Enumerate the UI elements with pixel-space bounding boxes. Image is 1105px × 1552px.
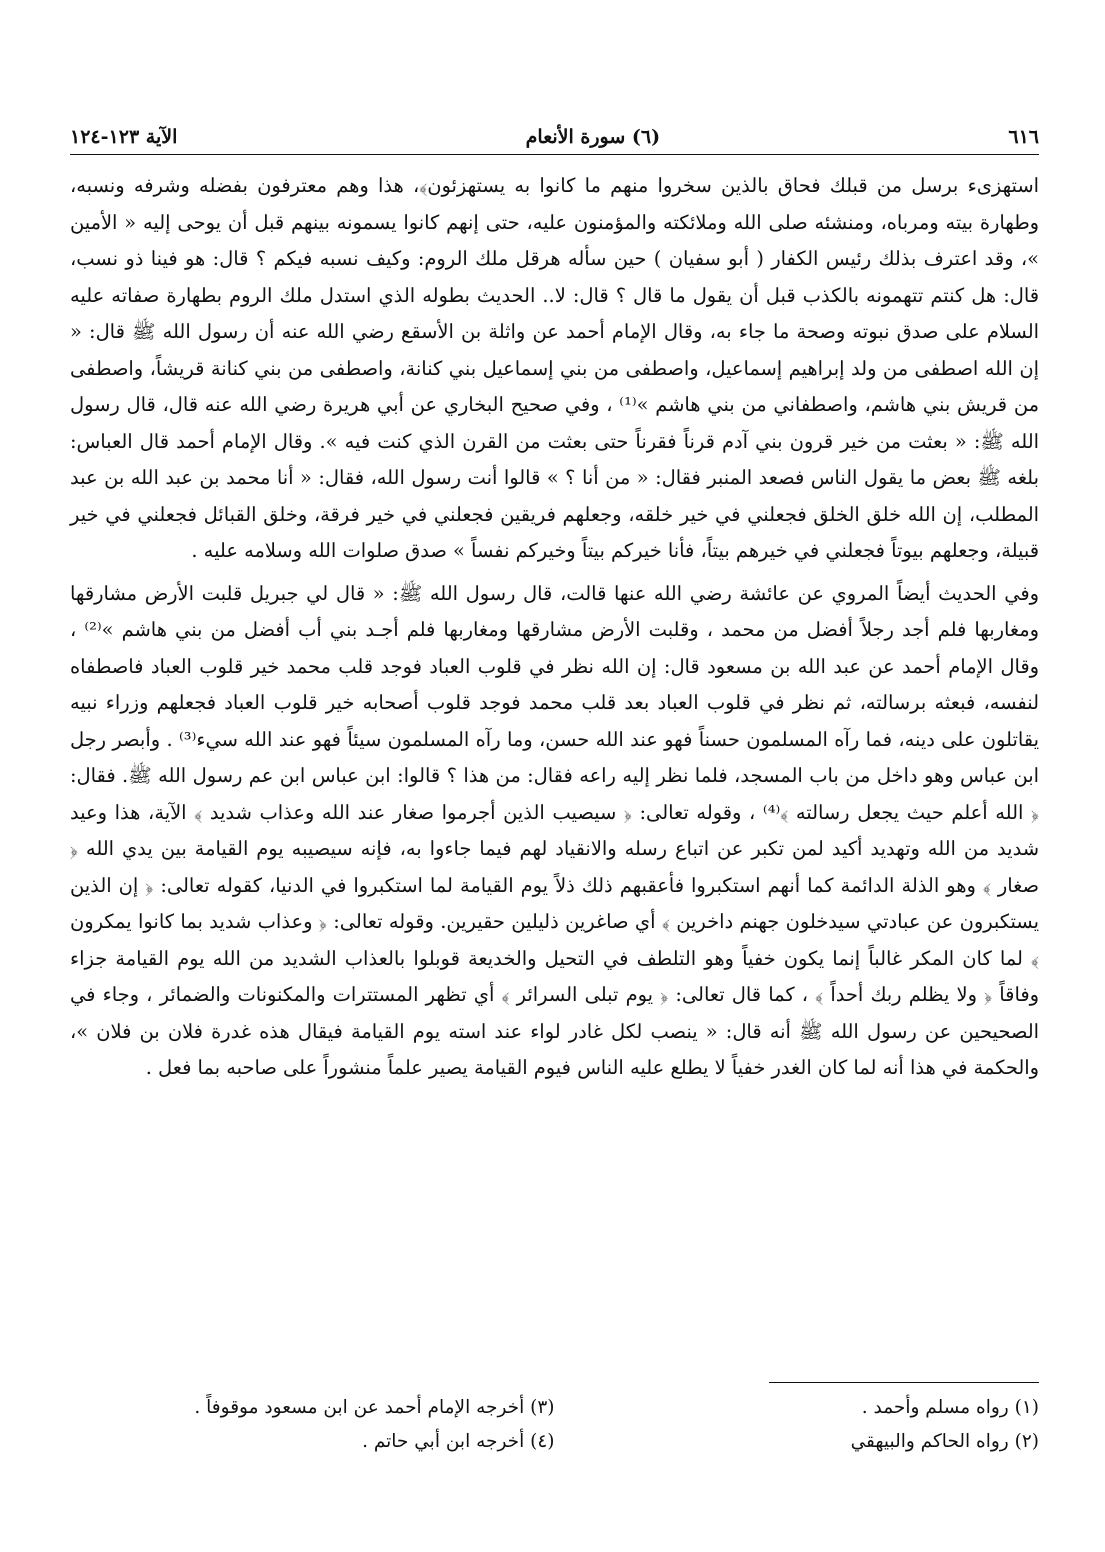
footnote-4: (٤) أخرجه ابن أبي حاتم . (362, 1431, 555, 1452)
footnote-1: (١) رواه مسلم وأحمد . (861, 1397, 1039, 1418)
header-rule (70, 154, 1039, 155)
page-number: ٦١٦ (1008, 126, 1039, 148)
surah-title: (٦) سورة الأنعام (525, 126, 661, 148)
footnote-3: (٣) أخرجه الإمام أحمد عن ابن مسعود موقوفاً . (194, 1397, 555, 1418)
running-header (70, 120, 1039, 154)
main-text (70, 168, 1039, 1087)
ayah-range: الآية ١٢٣-١٢٤ (70, 126, 178, 148)
paragraph: استهزىء برسل من قبلك فحاق بالذين سخروا منهم ما كانوا به يستهزئون﴾، هذا وهم معترفون بفضله وشرفه ونسبه، وطهارة بيته ومرباه، ومنشئه صلى الله وملائكته والمؤمنون عليه، حتى إنهم كانوا يسمونه بينهم قبل أن يوحى إليه « الأمين »، وقد اعترف بذلك رئيس الكفار ( أبو سفيان ) حين سأله هرقل ملك الروم: وكيف نسبه فيكم ؟ قال: هو فينا ذو نسب، قال: هل كنتم تتهمونه بالكذب قبل أن يقول ما قال ؟ قال: لا.. الحديث بطوله الذي استدل ملك الروم بطهارة صفاته عليه السلام على صدق نبوته وصحة ما جاء به، وقال الإمام أحمد عن واثلة بن الأسقع رضي الله عنه أن رسول الله ﷺ قال: « إن الله اصطفى من ولد إبراهيم إسماعيل، واصطفى من بني إسماعيل بني كنانة، واصطفى من بني كنانة قريشاً، واصطفى من قريش بني هاشم، واصطفاني من بني هاشم »⁽¹⁾ ، وفي صحيح البخاري عن أبي هريرة رضي الله عنه قال، قال رسول الله ﷺ: « بعثت من خير قرون بني آدم قرناً فقرناً حتى بعثت من القرن الذي كنت فيه ». وقال الإمام أحمد قال العباس: بلغه ﷺ بعض ما يقول الناس فصعد المنبر فقال: « من أنا ؟ » قالوا أنت رسول الله، فقال: « أنا محمد بن عبد الله بن عبد المطلب، إن الله خلق الخلق فجعلني في خير خلقه، وجعلهم فريقين فجعلني في خير فرقة، وخلق القبائل فجعلني في خير قبيلة، وجعلهم بيوتاً فجعلني في خيرهم بيتاً، فأنا خيركم بيتاً وخيركم نفساً » صدق صلوات الله وسلامه عليه . (70, 174, 1039, 562)
footnote-2: (٢) رواه الحاكم والبيهقي (850, 1431, 1039, 1452)
footnotes (70, 1392, 1039, 1458)
footnote-rule (769, 1382, 1039, 1383)
paragraph: وفي الحديث أيضاً المروي عن عائشة رضي الله عنها قالت، قال رسول الله ﷺ: « قال لي جبريل قلبت الأرض مشارقها ومغاربها فلم أجد رجلاً أفضل من محمد ، وقلبت الأرض مشارقها ومغاربها فلم أجـد بني أب أفضل من بني هاشم »⁽²⁾ ، وقال الإمام أحمد عن عبد الله بن مسعود قال: إن الله نظر في قلوب العباد فوجد قلب محمد خير قلوب العباد فاصطفاه لنفسه، فبعثه برسالته، ثم نظر في قلوب العباد بعد قلب محمد فوجد قلوب أصحابه خير قلوب العباد فجعلهم وزراء نبيه يقاتلون على دينه، فما رآه المسلمون حسناً فهو عند الله حسن، وما رآه المسلمون سيئاً فهو عند الله سيء⁽³⁾ . وأبصر رجل ابن عباس وهو داخل من باب المسجد، فلما نظر إليه راعه فقال: من هذا ؟ قالوا: ابن عباس ابن عم رسول الله ﷺ. فقال: ﴿ الله أعلم حيث يجعل رسالته ﴾⁽⁴⁾ ، وقوله تعالى: ﴿ سيصيب الذين أجرموا صغار عند الله وعذاب شديد ﴾ الآية، هذا وعيد شديد من الله وتهديد أكيد لمن تكبر عن اتباع رسله والانقياد لهم فيما جاءوا به، فإنه سيصيبه يوم القيامة بين يدي الله ﴿ صغار ﴾ وهو الذلة الدائمة كما أنهم استكبروا فأعقبهم ذلك ذلاً يوم القيامة لما استكبروا في الدنيا، كقوله تعالى: ﴿ إن الذين يستكبرون عن عبادتي سيدخلون جهنم داخرين ﴾ أي صاغرين ذليلين حقيرين. وقوله تعالى: ﴿ وعذاب شديد بما كانوا يمكرون ﴾ لما كان المكر غالباً إنما يكون خفياً وهو التلطف في التحيل والخديعة قوبلوا بالعذاب الشديد من الله يوم القيامة جزاء وفاقاً ﴿ ولا يظلم ربك أحداً ﴾ ، كما قال تعالى: ﴿ يوم تبلى السرائر ﴾ أي تظهر المستترات والمكنونات والضمائر ، وجاء في الصحيحين عن رسول الله ﷺ أنه قال: « ينصب لكل غادر لواء عند استه يوم القيامة فيقال هذه غدرة فلان بن فلان »، والحكمة في هذا أنه لما كان الغدر خفياً لا يطلع عليه الناس فيوم القيامة يصير علماً منشوراً على صاحبه بما فعل . (70, 581, 1039, 1079)
